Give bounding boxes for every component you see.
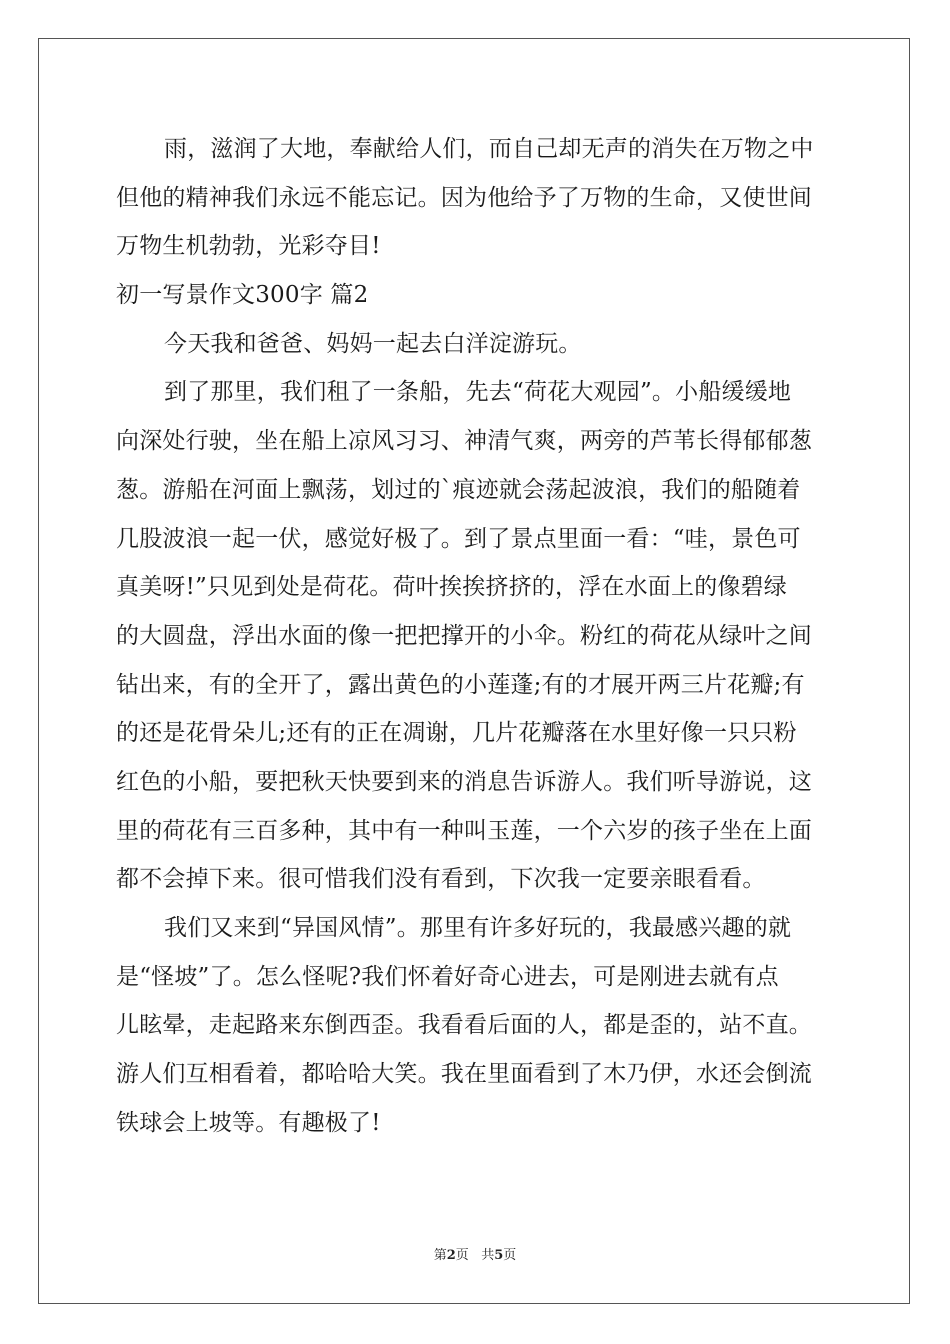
- text-line: 到了那里，我们租了一条船，先去“荷花大观园”。小船缓缓地: [164, 379, 792, 406]
- text-line: 是“怪坡”了。怎么怪呢?我们怀着好奇心进去，可是刚进去就有点: [116, 963, 779, 990]
- page-footer: [0, 1244, 950, 1263]
- text-line: 雨，滋润了大地，奉献给人们，而自己却无声的消失在万物之中: [164, 136, 814, 162]
- text-line: 红色的小船，要把秋天快要到来的消息告诉游人。我们听导游说，这: [116, 768, 812, 795]
- text-line: 的大圆盘，浮出水面的像一把把撑开的小伞。粉红的荷花从绿叶之间: [116, 622, 812, 649]
- page-prefix: 第: [433, 1248, 447, 1263]
- text-line: 钻出来，有的全开了，露出黄色的小莲蓬;有的才展开两三片花瓣;有: [116, 671, 805, 698]
- text-line: 万物生机勃勃，光彩夺目!: [116, 233, 381, 260]
- text-line: 向深处行驶，坐在船上凉风习习、神清气爽，两旁的芦苇长得郁郁葱: [116, 428, 812, 455]
- text-line: 真美呀!”只见到处是荷花。荷叶挨挨挤挤的，浮在水面上的像碧绿: [116, 574, 788, 601]
- text-line: 游人们互相看着，都哈哈大笑。我在里面看到了木乃伊，水还会倒流: [116, 1061, 812, 1088]
- page-suffix: 页: [503, 1248, 517, 1263]
- text-line: 但他的精神我们永远不能忘记。因为他给予了万物的生命，又使世间: [116, 184, 812, 211]
- current-page-number: 2: [446, 1248, 456, 1263]
- text-line: 儿眩晕，走起路来东倒西歪。我看看后面的人，都是歪的，站不直。: [116, 1012, 812, 1039]
- page-separator: 页 共: [455, 1248, 495, 1263]
- section-heading: 初一写景作文300字 篇2: [116, 282, 369, 309]
- text-line: 葱。游船在河面上飘荡，划过的`痕迹就会荡起波浪，我们的船随着: [116, 476, 801, 503]
- document-body: [116, 125, 834, 1147]
- text-line: 里的荷花有三百多种，其中有一种叫玉莲，一个六岁的孩子坐在上面: [116, 817, 812, 844]
- text-line: 我们又来到“异国风情”。那里有许多好玩的，我最感兴趣的就: [164, 915, 792, 941]
- text-line: 都不会掉下来。很可惜我们没有看到，下次我一定要亲眼看看。: [116, 866, 766, 893]
- text-line: 几股波浪一起一伏，感觉好极了。到了景点里面一看：“哇，景色可: [116, 525, 801, 552]
- text-line: 的还是花骨朵儿;还有的正在凋谢，几片花瓣落在水里好像一只只粉: [116, 720, 797, 747]
- total-page-number: 5: [494, 1248, 504, 1263]
- text-line: 铁球会上坡等。有趣极了!: [116, 1109, 381, 1136]
- text-line: 今天我和爸爸、妈妈一起去白洋淀游玩。: [164, 330, 582, 357]
